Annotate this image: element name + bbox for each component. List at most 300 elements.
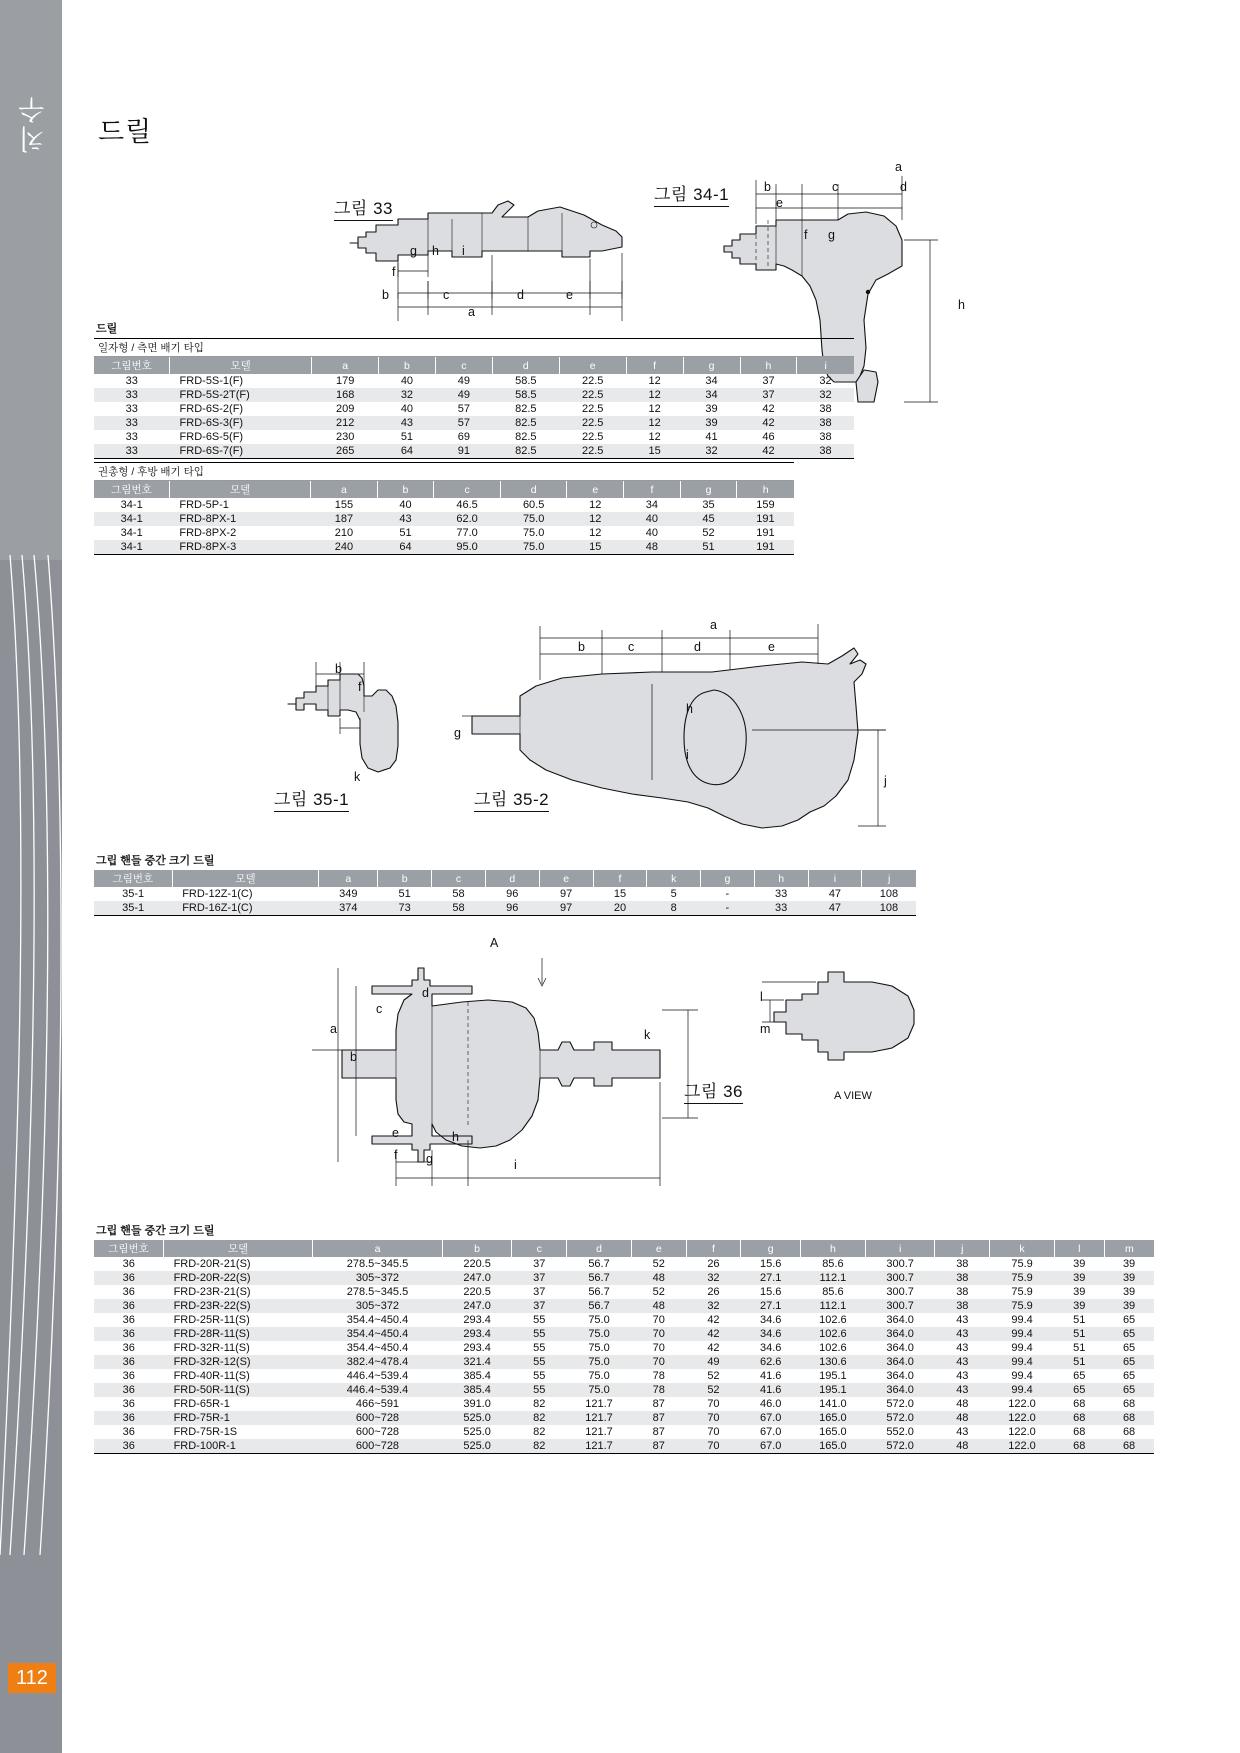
table-cell: 46 xyxy=(762,431,775,443)
table-cell: 22.5 xyxy=(581,375,604,387)
table-row xyxy=(94,444,854,458)
table-cell: 70 xyxy=(686,1411,741,1425)
table-cell: 38 xyxy=(935,1271,990,1285)
table-cell: 75.9 xyxy=(1011,1258,1033,1270)
table-cell: 55 xyxy=(512,1327,567,1341)
table-cell: 38 xyxy=(956,1258,969,1270)
column-header: d xyxy=(567,1240,632,1257)
table-cell: 122.0 xyxy=(1008,1426,1036,1438)
column-header: l xyxy=(1054,1240,1104,1257)
table-cell: 52 xyxy=(707,1370,720,1382)
table-cell: 49 xyxy=(435,388,492,402)
fig33-label-g: g xyxy=(410,244,417,258)
figure-36-drawing xyxy=(312,950,732,1210)
column-header: d xyxy=(492,357,559,374)
fig33-label-e: e xyxy=(566,288,573,302)
fig35-2-label-d: d xyxy=(694,640,701,654)
column-header: a xyxy=(311,481,377,498)
table-cell: 374 xyxy=(319,901,378,915)
table-cell: 600~728 xyxy=(313,1411,443,1425)
table-cell: 446.4~539.4 xyxy=(313,1383,443,1397)
cell-model: FRD-40R-11(S) xyxy=(173,1370,250,1382)
table-cell: 85.6 xyxy=(822,1258,844,1270)
column-header: d xyxy=(485,870,539,887)
table-row xyxy=(94,498,794,512)
table-cell: 300.7 xyxy=(886,1286,914,1298)
table-cell: 43 xyxy=(956,1342,969,1354)
fig35-2-label-a: a xyxy=(710,618,717,632)
table-cell: 349 xyxy=(339,888,358,900)
table-cell: 572.0 xyxy=(865,1411,935,1425)
fig33-label-b: b xyxy=(382,288,389,302)
table-cell: 15 xyxy=(567,540,624,554)
table-cell: 187 xyxy=(311,512,377,526)
fig35-1-label-b: b xyxy=(335,662,342,676)
table-cell: 39 xyxy=(1073,1286,1086,1298)
table-cell: 37 xyxy=(512,1271,567,1285)
column-header: 모델 xyxy=(169,481,310,498)
table-cell: 195.1 xyxy=(819,1370,847,1382)
table-cell: 121.7 xyxy=(567,1439,632,1453)
table-cell: 91 xyxy=(435,444,492,458)
column-header: 모델 xyxy=(164,1240,313,1257)
table-cell: 48 xyxy=(631,1299,686,1313)
table-row xyxy=(94,526,794,540)
aview-label-l: l xyxy=(760,990,763,1004)
table-cell: 64 xyxy=(378,444,435,458)
table-cell: 82.5 xyxy=(492,416,559,430)
table-cell: 36 xyxy=(122,1426,135,1438)
table-cell: 38 xyxy=(956,1286,969,1298)
band-swoosh-lines xyxy=(0,555,62,1555)
fig33-label-a: a xyxy=(468,305,475,319)
table-cell: 82 xyxy=(533,1398,546,1410)
table-cell: 65 xyxy=(1104,1383,1154,1397)
fig36-arrow-a-label: A xyxy=(490,936,499,950)
table-cell: 75.9 xyxy=(990,1271,1055,1285)
table-cell: 73 xyxy=(378,901,432,915)
table-cell: 572.0 xyxy=(865,1439,935,1453)
table-3 xyxy=(94,870,916,916)
table-row xyxy=(94,540,794,554)
table-cell: 34 xyxy=(683,388,740,402)
table-cell: 65 xyxy=(1104,1327,1154,1341)
table-cell: 68 xyxy=(1104,1411,1154,1425)
table-cell: 51 xyxy=(680,540,737,554)
table-cell: 36 xyxy=(122,1314,135,1326)
table-cell: 78 xyxy=(631,1383,686,1397)
table-cell: 278.5~345.5 xyxy=(346,1286,409,1298)
fig35-2-label-b: b xyxy=(578,640,585,654)
fig35-2-label-g: g xyxy=(454,726,461,740)
table-cell: 102.6 xyxy=(819,1314,847,1326)
table-cell: 32 xyxy=(819,375,832,387)
table-cell: 70 xyxy=(652,1342,665,1354)
table-cell: 382.4~478.4 xyxy=(313,1355,443,1369)
table-cell: 15 xyxy=(626,444,683,458)
table-cell: 67.0 xyxy=(741,1439,801,1453)
table-cell: 168 xyxy=(312,388,379,402)
cell-model: FRD-32R-11(S) xyxy=(173,1342,250,1354)
table-cell: 34-1 xyxy=(120,499,143,511)
table-cell: 247.0 xyxy=(442,1299,512,1313)
table-cell: 51 xyxy=(1073,1314,1086,1326)
cell-model: FRD-5P-1 xyxy=(179,499,229,511)
table-cell: 15 xyxy=(613,888,627,900)
table-cell: 58 xyxy=(432,901,486,915)
table-cell: 56.7 xyxy=(567,1299,632,1313)
fig35-2-label-h: h xyxy=(686,702,693,716)
column-header: 모델 xyxy=(170,357,312,374)
table-cell: 35-1 xyxy=(122,888,145,900)
table-row xyxy=(94,1285,1154,1299)
table-cell: 99.4 xyxy=(1011,1314,1033,1326)
table-cell: 32 xyxy=(797,388,854,402)
table-cell: 34.6 xyxy=(759,1314,782,1326)
table-cell: 572.0 xyxy=(886,1398,914,1410)
table-row xyxy=(94,1355,1154,1369)
table-cell: 36 xyxy=(122,1398,135,1410)
table-cell: 68 xyxy=(1073,1426,1086,1438)
table-cell: 36 xyxy=(94,1271,164,1285)
table-cell: 68 xyxy=(1073,1398,1086,1410)
table-cell: 39 xyxy=(1054,1271,1104,1285)
table-cell: 57 xyxy=(457,403,470,415)
table-cell: 108 xyxy=(879,888,899,900)
fig36-label-k: k xyxy=(644,1028,651,1042)
column-header: c xyxy=(434,481,501,498)
table-cell: 305~372 xyxy=(313,1271,443,1285)
table-cell: 70 xyxy=(707,1426,720,1438)
table-cell: 155 xyxy=(334,499,354,511)
table-cell: 20 xyxy=(593,901,647,915)
table-cell: 12 xyxy=(626,388,683,402)
table-cell: 525.0 xyxy=(442,1439,512,1453)
table-cell: 36 xyxy=(94,1411,164,1425)
table-cell: 600~728 xyxy=(355,1426,400,1438)
table-cell: 52 xyxy=(652,1286,665,1298)
cell-model: FRD-75R-1 xyxy=(164,1411,313,1425)
table-row xyxy=(94,1425,1154,1439)
table-cell: 65 xyxy=(1104,1355,1154,1369)
fig34-label-d: d xyxy=(900,180,907,194)
table-row xyxy=(94,1383,1154,1397)
column-header: d xyxy=(500,481,567,498)
table-cell: 87 xyxy=(652,1398,665,1410)
table-cell: 33 xyxy=(94,388,170,402)
table-cell: 75.0 xyxy=(588,1370,610,1382)
table-cell: 65 xyxy=(1122,1370,1136,1382)
column-header: h xyxy=(740,357,797,374)
cell-model: FRD-75R-1S xyxy=(173,1426,238,1438)
table-cell: 70 xyxy=(631,1327,686,1341)
fig36-label-d: d xyxy=(422,986,429,1000)
table-cell: 34-1 xyxy=(120,527,143,539)
table-cell: 87 xyxy=(652,1426,665,1438)
table-cell: 52 xyxy=(702,527,715,539)
table-cell: 195.1 xyxy=(801,1383,866,1397)
table-cell: 55 xyxy=(512,1355,567,1369)
table-cell: 75.0 xyxy=(522,527,545,539)
table-cell: 51 xyxy=(1054,1327,1104,1341)
table-cell: 51 xyxy=(398,888,411,900)
table-cell: 33 xyxy=(94,416,170,430)
table-cell: 5 xyxy=(670,888,677,900)
table-cell: 354.4~450.4 xyxy=(346,1314,409,1326)
table-cell: 68 xyxy=(1122,1426,1136,1438)
table-cell: 33 xyxy=(125,403,138,415)
cell-model: FRD-8PX-1 xyxy=(169,512,310,526)
table-cell: 67.0 xyxy=(741,1411,801,1425)
table-cell: 26 xyxy=(707,1286,720,1298)
table-cell: 55 xyxy=(533,1342,546,1354)
fig35-1-label-f: f xyxy=(358,680,362,694)
table-cell: 121.7 xyxy=(585,1426,613,1438)
table-cell: 52 xyxy=(686,1383,741,1397)
column-header: j xyxy=(935,1240,990,1257)
cell-model: FRD-12Z-1(C) xyxy=(182,888,253,900)
table-cell: 42 xyxy=(686,1327,741,1341)
table-row xyxy=(94,1271,1154,1285)
table-cell: 75.0 xyxy=(588,1314,610,1326)
table-cell: 122.0 xyxy=(990,1411,1055,1425)
table-cell: 43 xyxy=(956,1370,969,1382)
fig35-2-label-e: e xyxy=(768,640,775,654)
fig35-2-label-c: c xyxy=(628,640,635,654)
a-view-drawing xyxy=(762,960,952,1080)
table-cell: 64 xyxy=(377,540,434,554)
table-cell: 32 xyxy=(686,1271,741,1285)
table-cell: 525.0 xyxy=(463,1426,491,1438)
table-cell: 39 xyxy=(705,403,718,415)
table-cell: 300.7 xyxy=(886,1258,914,1270)
table-4 xyxy=(94,1240,1154,1454)
table-cell: 293.4 xyxy=(442,1327,512,1341)
table-cell: 68 xyxy=(1104,1439,1154,1453)
table-row xyxy=(94,1439,1154,1453)
table-cell: 99.4 xyxy=(1011,1342,1033,1354)
cell-model: FRD-5S-2T(F) xyxy=(170,388,312,402)
table-cell: 46.0 xyxy=(759,1398,782,1410)
table-cell: 12 xyxy=(589,499,602,511)
table-cell: 97 xyxy=(539,901,593,915)
table-cell: - xyxy=(701,901,755,915)
table-cell: 39 xyxy=(1122,1286,1136,1298)
page-number-badge: 112 xyxy=(8,1663,56,1693)
fig36-label-f: f xyxy=(394,1148,398,1162)
table-cell: 99.4 xyxy=(990,1383,1055,1397)
table-cell: 446.4~539.4 xyxy=(346,1370,409,1382)
figure-35-1-caption: 그림 35-1 xyxy=(274,785,349,812)
table-cell: 102.6 xyxy=(801,1327,866,1341)
table-cell: 35-1 xyxy=(94,901,172,915)
figure-33-caption: 그림 33 xyxy=(334,194,393,221)
table-cell: 87 xyxy=(631,1439,686,1453)
table-cell: 364.0 xyxy=(865,1355,935,1369)
cell-model: FRD-20R-22(S) xyxy=(164,1271,313,1285)
table-cell: 12 xyxy=(626,416,683,430)
fig36-label-g: g xyxy=(426,1152,433,1166)
table-cell: 51 xyxy=(399,527,412,539)
column-header: m xyxy=(1104,1240,1154,1257)
table-cell: 41 xyxy=(705,431,718,443)
table-cell: 278.5~345.5 xyxy=(346,1258,409,1270)
table-cell: 48 xyxy=(956,1398,969,1410)
table-cell: 32 xyxy=(686,1299,741,1313)
cell-model: FRD-65R-1 xyxy=(173,1398,230,1410)
column-header: g xyxy=(741,1240,801,1257)
table-cell: 34.6 xyxy=(741,1327,801,1341)
table-cell: 62.6 xyxy=(741,1355,801,1369)
cell-model: FRD-28R-11(S) xyxy=(164,1327,313,1341)
table-cell: 47 xyxy=(828,888,842,900)
table-row xyxy=(94,416,854,430)
column-header: c xyxy=(512,1240,567,1257)
table-cell: 22.5 xyxy=(559,444,626,458)
table-cell: 47 xyxy=(808,901,862,915)
table-cell: 75.9 xyxy=(990,1299,1055,1313)
table-cell: 354.4~450.4 xyxy=(346,1342,409,1354)
table-cell: 58.5 xyxy=(515,375,537,387)
table-row xyxy=(94,1341,1154,1355)
table-cell: 43 xyxy=(377,512,434,526)
table-cell: 82 xyxy=(512,1439,567,1453)
column-header: h xyxy=(754,870,808,887)
table-cell: 48 xyxy=(624,540,681,554)
fig34-label-f: f xyxy=(804,228,808,242)
column-header: g xyxy=(701,870,755,887)
column-header: k xyxy=(990,1240,1055,1257)
table-cell: 122.0 xyxy=(990,1439,1055,1453)
table-cell: 48 xyxy=(935,1411,990,1425)
cell-model: FRD-8PX-2 xyxy=(179,527,237,539)
table-cell: 391.0 xyxy=(463,1398,491,1410)
table-cell: 15.6 xyxy=(759,1258,782,1270)
table-cell: 42 xyxy=(707,1342,720,1354)
column-header: i xyxy=(865,1240,935,1257)
table-cell: 77.0 xyxy=(456,527,478,539)
table-cell: 210 xyxy=(334,527,354,539)
table-cell: 305~372 xyxy=(313,1299,443,1313)
table-cell: 191 xyxy=(737,540,794,554)
table-cell: 38 xyxy=(935,1299,990,1313)
cell-model: FRD-5S-1(F) xyxy=(179,375,244,387)
fig36-label-a: a xyxy=(330,1022,337,1036)
table-cell: 22.5 xyxy=(559,388,626,402)
table-cell: 354.4~450.4 xyxy=(313,1327,443,1341)
table-cell: 75.0 xyxy=(567,1327,632,1341)
table-cell: 65 xyxy=(1073,1370,1086,1382)
table-cell: 108 xyxy=(862,901,916,915)
table-cell: 45 xyxy=(680,512,737,526)
table-cell: 364.0 xyxy=(886,1314,914,1326)
table-cell: 40 xyxy=(645,527,659,539)
table-cell: 8 xyxy=(647,901,701,915)
fig33-label-d: d xyxy=(517,288,524,302)
table-cell: 364.0 xyxy=(886,1342,914,1354)
cell-model: FRD-6S-2(F) xyxy=(179,403,244,415)
table-cell: 46.5 xyxy=(456,499,478,511)
table-cell: 68 xyxy=(1054,1411,1104,1425)
fig36-label-i: i xyxy=(514,1158,517,1172)
fig34-label-g: g xyxy=(828,228,835,242)
cell-model: FRD-8PX-3 xyxy=(169,540,310,554)
table-cell: 191 xyxy=(756,527,775,539)
table-2 xyxy=(94,481,794,555)
table-cell: 97 xyxy=(560,888,573,900)
column-header: h xyxy=(801,1240,866,1257)
table-cell: 525.0 xyxy=(442,1411,512,1425)
table-cell: 385.4 xyxy=(442,1383,512,1397)
table-cell: 99.4 xyxy=(990,1355,1055,1369)
table-cell: 552.0 xyxy=(886,1426,914,1438)
table-cell: 32 xyxy=(683,444,740,458)
table-cell: 293.4 xyxy=(463,1342,491,1354)
table-cell: 141.0 xyxy=(819,1398,847,1410)
table-cell: 35 xyxy=(702,499,715,511)
table-row xyxy=(94,1313,1154,1327)
table-cell: 70 xyxy=(686,1439,741,1453)
table-cell: 40 xyxy=(400,375,414,387)
table-cell: 68 xyxy=(1122,1398,1136,1410)
table-cell: 27.1 xyxy=(741,1271,801,1285)
table-cell: 27.1 xyxy=(741,1299,801,1313)
table-cell: 43 xyxy=(956,1426,969,1438)
column-header: f xyxy=(624,481,681,498)
table-cell: 36 xyxy=(122,1286,135,1298)
table-row xyxy=(94,1327,1154,1341)
table-cell: 75.0 xyxy=(500,512,567,526)
column-header: e xyxy=(567,481,624,498)
table-cell: 12 xyxy=(648,375,661,387)
column-header: e xyxy=(631,1240,686,1257)
table-cell: 75.0 xyxy=(500,540,567,554)
column-header: g xyxy=(680,481,737,498)
table-cell: 65 xyxy=(1054,1383,1104,1397)
table-cell: 38 xyxy=(797,444,854,458)
table-cell: 36 xyxy=(122,1370,135,1382)
table-row xyxy=(94,374,854,388)
table-1-title: 드릴 xyxy=(96,323,118,335)
table-cell: 70 xyxy=(631,1355,686,1369)
table-row xyxy=(94,1369,1154,1383)
cell-model: FRD-32R-12(S) xyxy=(164,1355,313,1369)
table-cell: 75.9 xyxy=(1011,1286,1033,1298)
table-cell: 36 xyxy=(94,1439,164,1453)
table-cell: 102.6 xyxy=(819,1342,847,1354)
table-4-title: 그립 핸들 중간 크기 드릴 xyxy=(96,1225,215,1237)
table-cell: 85.6 xyxy=(822,1286,844,1298)
table-cell: 60.5 xyxy=(522,499,545,511)
table-cell: 56.7 xyxy=(567,1271,632,1285)
figure-35-2-caption: 그림 35-2 xyxy=(474,785,549,812)
table-cell: 230 xyxy=(335,431,355,443)
table-cell: - xyxy=(725,888,730,900)
table-cell: 52 xyxy=(652,1258,665,1270)
table-cell: 82.5 xyxy=(515,403,537,415)
table-cell: 179 xyxy=(335,375,355,387)
fig35-1-label-k: k xyxy=(354,770,361,784)
table-cell: 385.4 xyxy=(463,1370,491,1382)
table-cell: 300.7 xyxy=(865,1271,935,1285)
table-cell: 87 xyxy=(631,1411,686,1425)
table-row xyxy=(94,402,854,416)
table-cell: 159 xyxy=(756,499,775,511)
fig36-label-e: e xyxy=(392,1126,399,1140)
table-cell: 33 xyxy=(754,901,808,915)
table-cell: 40 xyxy=(399,499,412,511)
table-3-title: 그립 핸들 중간 크기 드릴 xyxy=(96,855,215,867)
